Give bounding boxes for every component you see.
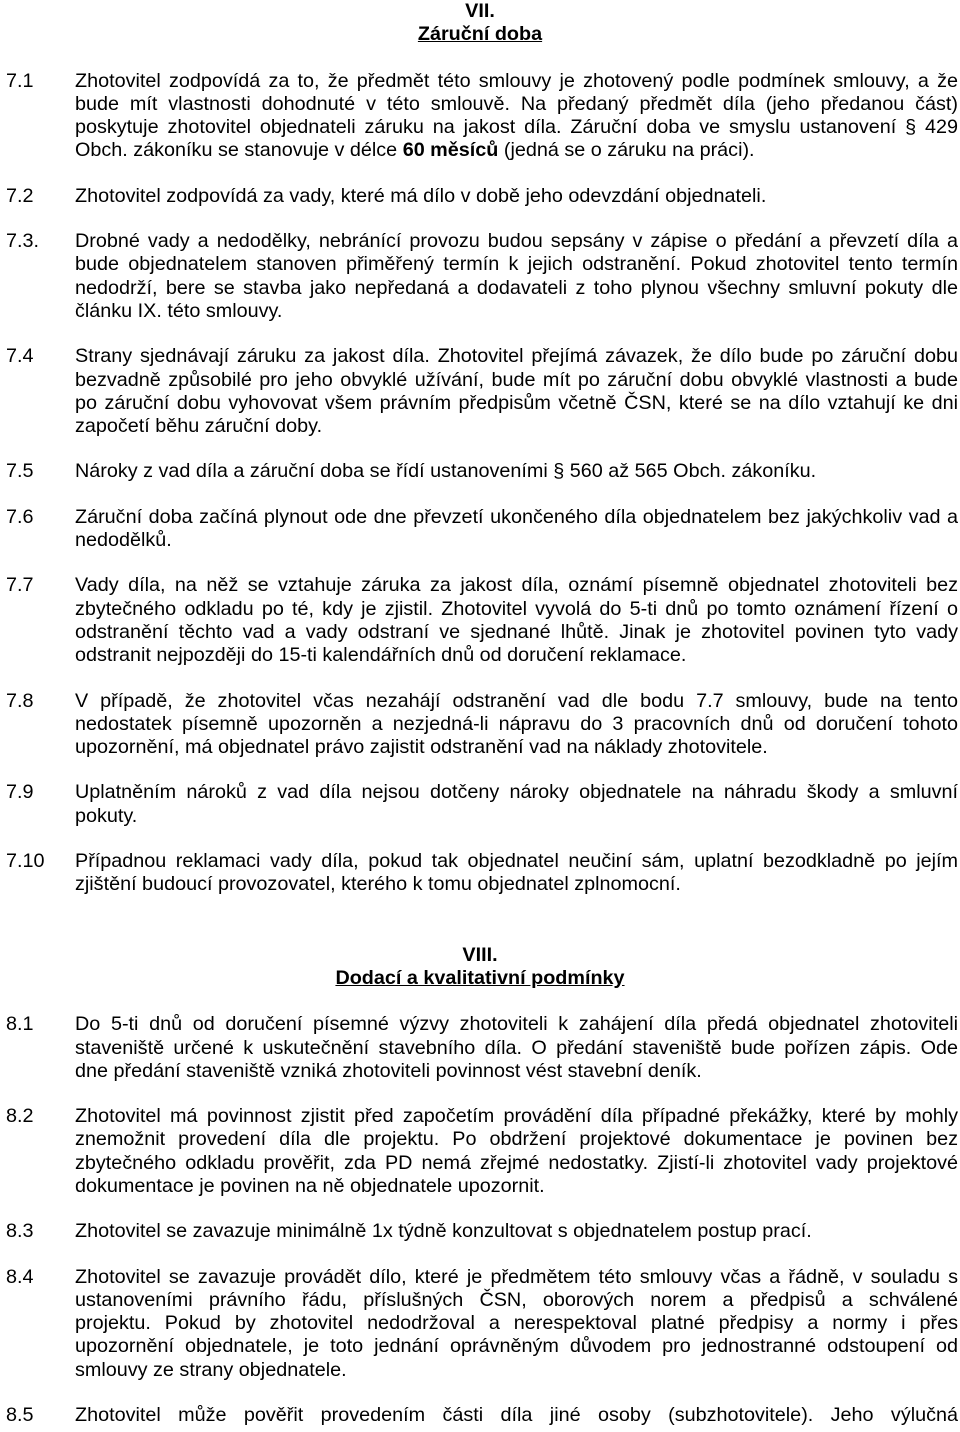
clause-number: 7.3. [6,230,39,253]
clause-number: 7.4 [6,345,34,368]
text-line: Vady díla, na něž se vztahuje záruka za jakost díla, oznámí písemně objednatel zhotoviteli bez [75,574,958,597]
clause-number: 7.10 [6,850,45,873]
clause-number: 8.1 [6,1013,34,1036]
clause-number: 7.7 [6,574,34,597]
text-line: pokuty. [75,804,138,827]
text-line: Záruční doba začíná plynout ode dne převzetí ukončeného díla objednatelem bez jakýchkoliv vad a [75,505,958,528]
clause-number: 8.2 [6,1105,34,1128]
clause [0,506,960,575]
clause-text [75,574,958,667]
text-line [75,139,958,162]
text-line: odstranit nejpozději do 15-ti kalendářních dnů od doručení reklamace. [75,644,687,667]
clause-text [75,345,958,438]
section-heading [0,0,960,70]
text-line: Zhotovitel má povinnost zjistit před započetím provádění díla případné překážky, které by mohly [75,1105,958,1128]
clause [0,690,960,782]
text-line: projektu. Pokud by zhotovitel nedodržoval a nerespektoval platné předpisy a normy i přes [75,1312,958,1335]
text-line: Zhotovitel se zavazuje minimálně 1x týdně konzultovat s objednatelem postup prací. [75,1220,812,1243]
clause-number: 7.8 [6,689,34,712]
clause-text [75,781,958,828]
text-segment: (jedná se o záruku na práci). [498,139,755,162]
clause-text [75,1404,958,1427]
section-title [0,23,960,46]
clause-number: 8.5 [6,1404,34,1427]
clause-text [75,185,958,208]
section-number: VII. [465,0,495,22]
text-line: dne předání staveniště vzniká zhotoviteli povinnost vést stavební deník. [75,1059,702,1082]
clause [0,850,960,919]
text-line: započetí běhu záruční doby. [75,415,323,438]
section-title-text: Dodací a kvalitativní podmínky [335,966,625,989]
text-line: upozornění objednatele, je toto jednání oprávněným důvodem pro jednostranné odstoupení od [75,1335,958,1358]
text-line: staveniště určené k uskutečnění stavebního díla. O předání staveniště bude pořízen zápis. Ode [75,1036,958,1059]
clause-number: 7.1 [6,69,34,92]
clause-text [75,230,958,323]
clause-text [75,1266,958,1382]
clause-text [75,506,958,553]
clause [0,345,960,460]
clause-text [75,1105,958,1198]
clause-text [75,690,958,760]
text-line: ustanoveními právního řádu, příslušných ČSN, oborových norem a předpisů a schválené [75,1288,958,1311]
text-line: bude mít vlastnosti dohodnuté v této smlouvě. Na předaný předmět díla (jeho předanou část) [75,92,958,115]
clause-number: 7.9 [6,781,34,804]
section-heading [0,944,960,1014]
clause [0,185,960,230]
text-line: upozornění, má objednatel právo zajistit odstranění vad na náklady zhotovitele. [75,736,768,759]
text-line: odstranění těchto vad a vady odstraní ve sjednané lhůtě. Jinak je zhotovitel povinen tyto vady [75,620,958,643]
section-number: VIII. [462,943,498,966]
text-line: po záruční dobu vyhovovat všem právním předpisům včetně ČSN, které se na dílo vztahují ke dni [75,391,958,414]
text-line: Zhotovitel se zavazuje provádět dílo, které je předmětem této smlouvy včas a řádně, v souladu s [75,1265,958,1288]
clause [0,1404,960,1427]
text-line: poskytuje zhotovitel objednateli záruku na jakost díla. Záruční doba ve smyslu ustanovení § 429 [75,116,958,139]
clause-text [75,70,958,163]
section-title-text: Záruční doba [417,23,543,46]
clause [0,460,960,505]
clause-number: 7.6 [6,505,34,528]
text-line: bude objednatelem stanoven přiměřený termín k jejich odstranění. Pokud zhotovitel tento termín [75,253,958,276]
text-line: Zhotovitel zodpovídá za vady, které má dílo v době jeho odevzdání objednateli. [75,184,767,207]
text-line: smlouvy ze strany objednatele. [75,1358,347,1381]
clause-number: 7.2 [6,184,34,207]
text-line: zjištění budoucí provozovatel, kterého k tomu objednatel zplnomocní. [75,873,681,896]
text-line: Strany sjednávají záruku za jakost díla. Zhotovitel přejímá závazek, že dílo bude po záruční dobu [75,345,958,368]
clause [0,781,960,850]
clause [0,70,960,185]
text-line: Nároky z vad díla a záruční doba se řídí ustanoveními § 560 až 565 Obch. zákoníku. [75,460,817,483]
clause-number: 8.4 [6,1265,34,1288]
clause [0,1105,960,1220]
text-line: nedodělků. [75,529,172,552]
text-line: znemožnit provedení díla dle projektu. Po obdržení projektové dokumentace je povinen bez [75,1128,958,1151]
text-line: Drobné vady a nedodělky, nebránící provozu budou sepsány v zápise o předání a převzetí díla a [75,230,958,253]
clause-text [75,1220,958,1243]
clause-number: 8.3 [6,1220,34,1243]
clause [0,1266,960,1404]
text-line: Uplatněním nároků z vad díla nejsou dotčeny nároky objednatele na náhradu škody a smluvní [75,781,958,804]
text-line: Do 5-ti dnů od doručení písemné výzvy zhotoviteli k zahájení díla předá objednatel zhotoviteli [75,1013,958,1036]
text-line: Případnou reklamaci vady díla, pokud tak objednatel neučiní sám, uplatní bezodkladně po jejím [75,850,958,873]
clause [0,230,960,345]
text-line: zbytečného odkladu po té, kdy je zjistil. Zhotovitel vyvolá do 5-ti dnů po tomto oznámení řízení o [75,597,958,620]
text-line: Zhotovitel může pověřit provedením části díla jiné osoby (subzhotovitele). Jeho výlučná [75,1404,958,1427]
text-segment: Obch. zákoníku se stanovuje v délce [75,139,403,162]
text-line: V případě, že zhotovitel včas nezahájí odstranění vad dle bodu 7.7 smlouvy, bude na tento [75,689,958,712]
text-line: dokumentace je povinen na ně objednatele upozornit. [75,1174,545,1197]
clause-text [75,460,958,483]
section-title [0,967,960,990]
clause [0,574,960,689]
document-section [0,919,960,1428]
text-line: nedostatek písemně upozorněn a nezjedná-li nápravu do 3 pracovních dnů od doručení tohoto [75,712,958,735]
text-line: Zhotovitel zodpovídá za to, že předmět této smlouvy je zhotovený podle podmínek smlouvy, a že [75,69,958,92]
text-line: bezvadně způsobilé pro jeho obvyklé užívání, bude mít po záruční dobu obvyklé vlastnosti a bude [75,368,958,391]
bold-text: 60 měsíců [402,139,499,162]
clause-number: 7.5 [6,460,34,483]
clause [0,1013,960,1105]
clause [0,1220,960,1265]
clause-text [75,850,958,897]
text-line: článku IX. této smlouvy. [75,299,283,322]
text-line: nedodrží, bere se stavba jako nepředaná a dodavateli z toho plynou všechny smluvní pokuty dle [75,276,958,299]
text-line: zbytečného odkladu prověřit, zda PD nemá zřejmé nedostatky. Zjistí-li zhotovitel vady projektové [75,1151,958,1174]
clause-text [75,1013,958,1083]
